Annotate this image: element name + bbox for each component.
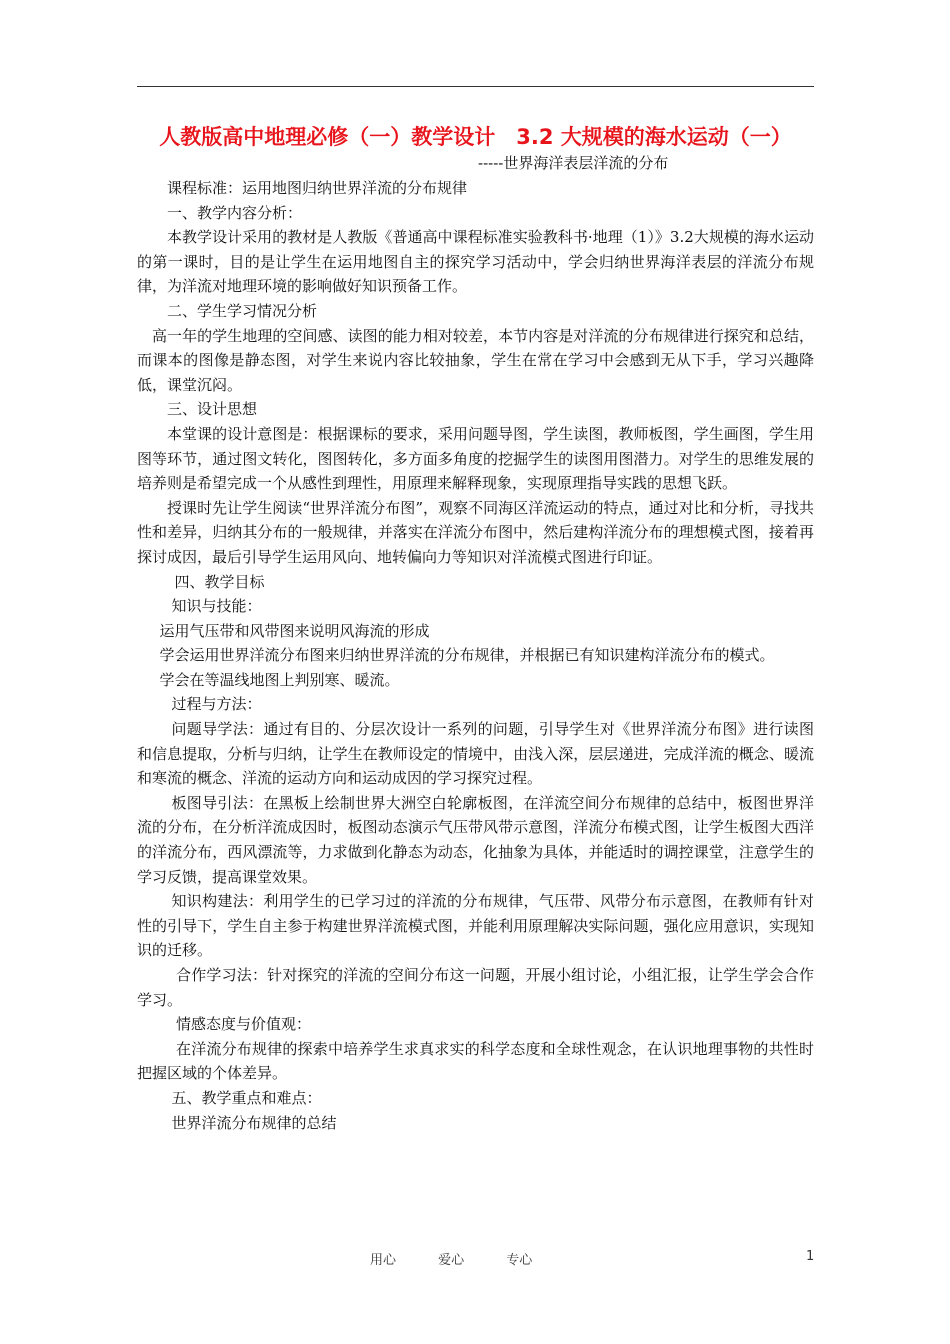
paragraph: 合作学习法：针对探究的洋流的空间分布这一问题，开展小组讨论，小组汇报，让学生学会合作学习。: [137, 966, 814, 1009]
document-subtitle: -----世界海洋表层洋流的分布: [478, 154, 669, 172]
paragraph: 本堂课的设计意图是：根据课标的要求，采用问题导图，学生读图，教师板图，学生画图，学生用图等环节，通过图文转化，图图转化，多方面多角度的挖掘学生的读图用图潜力。对学生的思维发展的培养则是希望完成一个从感性到理性，用原理来解释现象，实现原理指导实践的思想飞跃。: [137, 424, 814, 493]
paragraph: 本教学设计采用的教材是人教版《普通高中课程标准实验教科书·地理（1）》3.2大规模的海水运动的第一课时，目的是让学生在运用地图自主的探究学习活动中，学会归纳世界海洋表层的洋流分布规律，为洋流对地理环境的影响做好知识预备工作。: [137, 228, 814, 296]
paragraph: 学会运用世界洋流分布图来归纳世界洋流的分布规律，并根据已有知识建构洋流分布的模式。: [159, 646, 775, 665]
paragraph: 过程与方法：: [171, 695, 262, 714]
paragraph: 学会在等温线地图上判别寒、暖流。: [159, 670, 400, 689]
header-rule: [137, 86, 814, 87]
page-number: 1: [806, 1249, 815, 1264]
body-text: [137, 176, 814, 1135]
paragraph: 知识构建法：利用学生的已学习过的洋流的分布规律，气压带、风带分布示意图，在教师有针对性的引导下，学生自主参于构建世界洋流模式图，并能利用原理解决实际问题，强化应用意识，实现知识的迁移。: [137, 892, 814, 960]
paragraph: 四、教学目标: [174, 572, 265, 591]
paragraph: 高一年的学生地理的空间感、读图的能力相对较差，本节内容是对洋流的分布规律进行探究和总结，而课本的图像是静态图，对学生来说内容比较抽象，学生在常在学习中会感到无从下手，学习兴趣降低，课堂沉闷。: [137, 326, 814, 394]
paragraph: 三、设计思想: [167, 400, 258, 419]
footer-motto: 用心 爱心 专心: [370, 1253, 533, 1268]
paragraph: 问题导学法：通过有目的、分层次设计一系列的问题，引导学生对《世界洋流分布图》进行读图和信息提取，分析与归纳，让学生在教师设定的情境中，由浅入深，层层递进，完成洋流的概念、暖流和寒流的概念、洋流的运动方向和运动成因的学习探究过程。: [137, 720, 814, 788]
paragraph: 五、教学重点和难点：: [171, 1088, 322, 1107]
paragraph: 情感态度与价值观：: [176, 1015, 312, 1034]
paragraph: 课程标准：运用地图归纳世界洋流的分布规律: [167, 179, 468, 197]
paragraph: 二、学生学习情况分析: [167, 301, 318, 320]
document-title: 人教版高中地理必修（一）教学设计 3.2 大规模的海水运动（一）: [159, 125, 792, 149]
paragraph: 在洋流分布规律的探索中培养学生求真求实的科学态度和全球性观念，在认识地理事物的共性时把握区域的个体差异。: [137, 1039, 814, 1083]
paragraph: 一、教学内容分析：: [167, 203, 303, 222]
paragraph: 知识与技能：: [171, 597, 262, 616]
paragraph: 世界洋流分布规律的总结: [171, 1113, 337, 1132]
paragraph: 运用气压带和风带图来说明风海流的形成: [159, 621, 430, 640]
paragraph: 授课时先让学生阅读“世界洋流分布图”，观察不同海区洋流运动的特点，通过对比和分析，寻找共性和差异，归纳其分布的一般规律，并落实在洋流分布图中，然后建构洋流分布的理想模式图，接着再探讨成因，最后引导学生运用风向、地转偏向力等知识对洋流模式图进行印证。: [137, 498, 814, 566]
paragraph: 板图导引法：在黑板上绘制世界大洲空白轮廓板图，在洋流空间分布规律的总结中，板图世界洋流的分布，在分析洋流成因时，板图动态演示气压带风带示意图，洋流分布模式图，让学生板图大西洋的洋流分布，西风漂流等，力求做到化静态为动态，化抽象为具体，并能适时的调控课堂，注意学生的学习反馈，提高课堂效果。: [137, 793, 814, 886]
